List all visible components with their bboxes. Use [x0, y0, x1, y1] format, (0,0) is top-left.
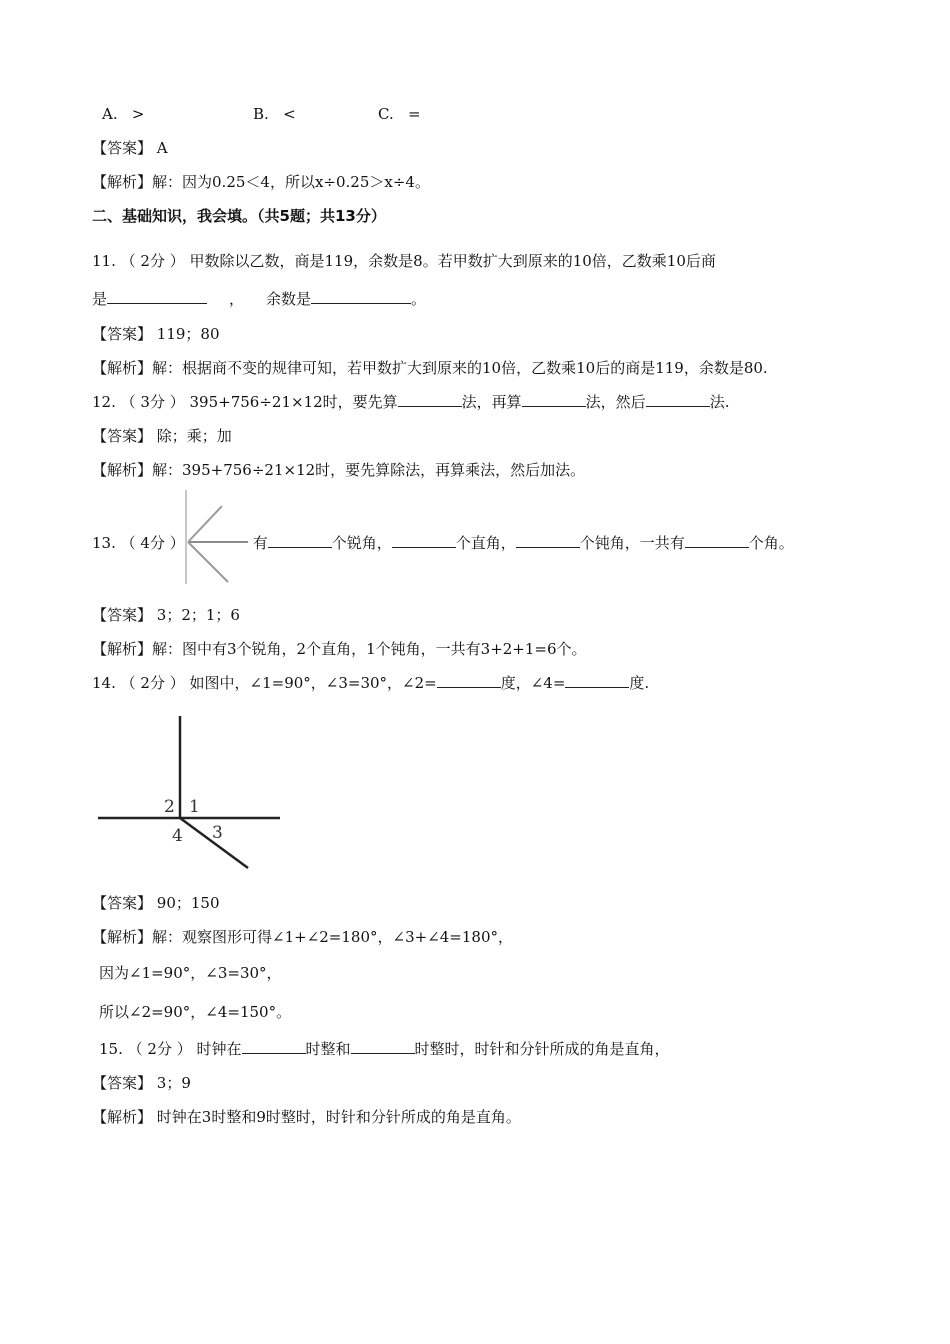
q14-analysis-2: 因为∠1=90°，∠3=30°，	[99, 964, 282, 982]
q15-analysis: 【解析】 时钟在3时整和9时整时，时针和分针所成的角是直角。	[92, 1108, 521, 1126]
q12-analysis: 【解析】解：395+756÷21×12时，要先算除法，再算乘法，然后加法。	[92, 461, 586, 479]
q12-question: 12. （ 3分 ） 395+756÷21×12时，要先算 法，再算 法，然后 法.	[92, 393, 730, 411]
q14-answer: 【答案】 90；150	[92, 894, 220, 912]
q11-line1: 11. （ 2分 ） 甲数除以乙数，商是119，余数是8。若甲数扩大到原来的10倍，乙数乘10后商	[92, 252, 716, 270]
q15-answer: 【答案】 3；9	[92, 1074, 191, 1092]
q14-angle-figure	[96, 712, 284, 874]
q14-analysis-3: 所以∠2=90°，∠4=150°。	[99, 1003, 292, 1021]
q11-line2: 是 ， 余数是 。	[92, 290, 427, 308]
q11-blank-quotient[interactable]	[107, 289, 207, 304]
option-b: B. <	[253, 105, 296, 123]
q15-blank-1[interactable]	[242, 1039, 306, 1054]
q13-answer: 【答案】 3；2；1；6	[92, 606, 240, 624]
q11-analysis: 【解析】解：根据商不变的规律可知，若甲数扩大到原来的10倍，乙数乘10后的商是119，余数是80.	[92, 359, 768, 377]
angle-label-3: 3	[212, 823, 223, 843]
q10-answer: 【答案】 A	[92, 139, 168, 157]
option-c: C. =	[378, 105, 421, 123]
angle-label-4: 4	[172, 826, 183, 846]
q14-analysis-1: 【解析】解：观察图形可得∠1+∠2=180°，∠3+∠4=180°，	[92, 928, 513, 946]
q14-question: 14. （ 2分 ） 如图中，∠1=90°，∠3=30°，∠2= 度，∠4= 度.	[92, 674, 650, 692]
q14-blank-angle2[interactable]	[437, 673, 501, 688]
q10-analysis: 【解析】解：因为0.25＜4，所以x÷0.25＞x÷4。	[92, 173, 430, 191]
section-title: 二、基础知识，我会填。（共5题；共13分）	[92, 207, 386, 225]
q12-blank-2[interactable]	[522, 392, 586, 407]
q13-blank-obtuse[interactable]	[516, 533, 580, 548]
q12-blank-3[interactable]	[646, 392, 710, 407]
q11-answer: 【答案】 119；80	[92, 325, 220, 343]
q13-blank-right[interactable]	[392, 533, 456, 548]
q14-blank-angle4[interactable]	[565, 673, 629, 688]
option-a: A. >	[102, 105, 145, 123]
q12-answer: 【答案】 除；乘；加	[92, 427, 232, 445]
q15-question: 15. （ 2分 ） 时钟在 时整和 时整时，时针和分针所成的角是直角，	[99, 1040, 670, 1058]
angle-label-2: 2	[164, 797, 175, 817]
q12-blank-1[interactable]	[398, 392, 462, 407]
q13-question: 13. （ 4分 ） 有 个锐角， 个直角， 个钝角，一共有 个角。	[92, 534, 794, 552]
q15-blank-2[interactable]	[351, 1039, 415, 1054]
angle-label-1: 1	[189, 797, 200, 817]
q13-blank-acute[interactable]	[268, 533, 332, 548]
q13-analysis: 【解析】解：图中有3个锐角，2个直角，1个钝角，一共有3+2+1=6个。	[92, 640, 587, 658]
q13-blank-total[interactable]	[685, 533, 749, 548]
q11-blank-remainder[interactable]	[311, 289, 411, 304]
